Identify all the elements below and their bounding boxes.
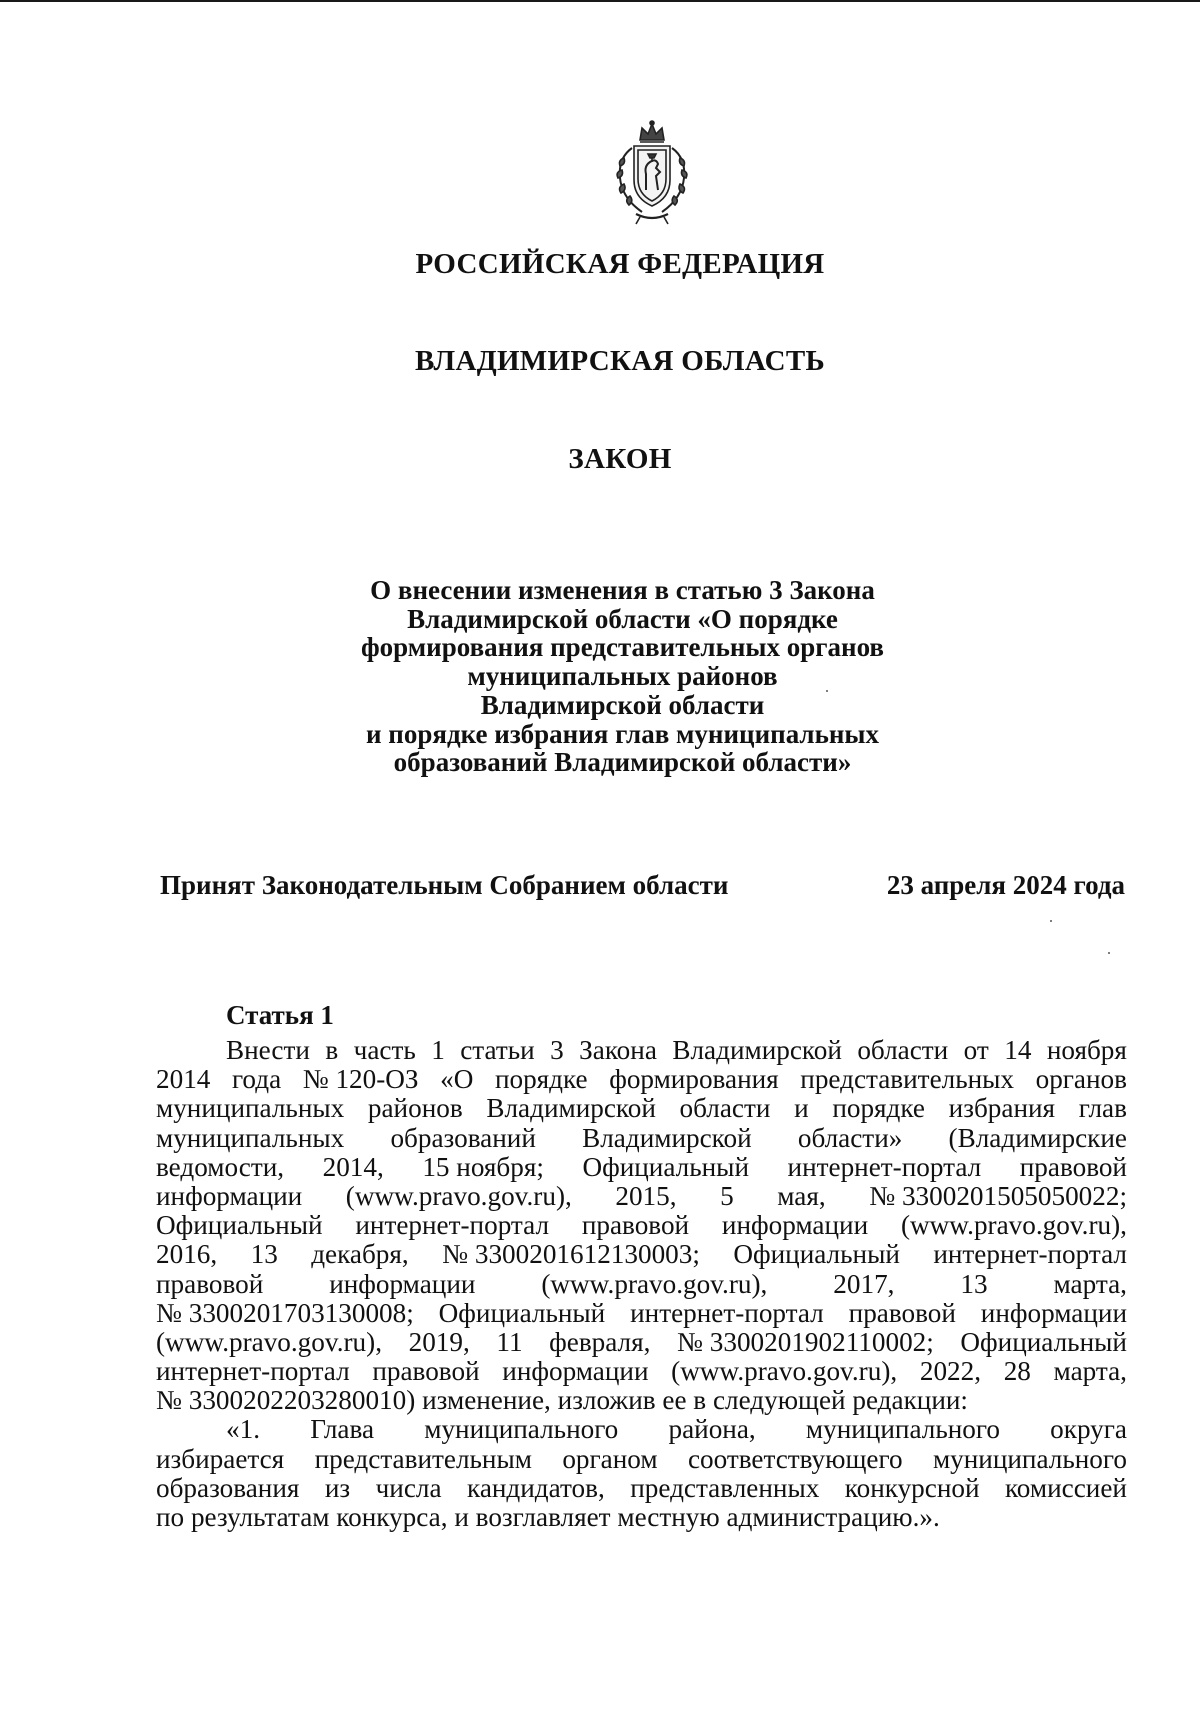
word: ноября — [1046, 1035, 1127, 1065]
word: района, — [668, 1414, 756, 1445]
word: (www.pravo.gov.ru), — [156, 1326, 382, 1357]
word: в — [325, 1035, 339, 1065]
word: 3 — [550, 1035, 564, 1065]
word: Официальный — [582, 1151, 749, 1182]
word: правовой — [581, 1210, 690, 1241]
scan-speck — [1108, 952, 1110, 954]
word: формирования — [609, 1064, 779, 1095]
word: статьи — [460, 1035, 535, 1065]
paragraph-line — [156, 1153, 1127, 1182]
paragraph-line — [156, 1474, 1127, 1503]
paragraph-line — [156, 1299, 1127, 1328]
word: Официальный — [438, 1297, 606, 1328]
adoption-date: 23 апреля 2024 года — [886, 870, 1125, 900]
word: правовой — [1019, 1151, 1127, 1182]
word: правовой — [848, 1297, 956, 1328]
paragraph-line — [156, 1415, 1127, 1444]
word: 2015, — [615, 1180, 677, 1211]
paragraph-line — [156, 1065, 1127, 1094]
word: избрания — [948, 1093, 1056, 1124]
word: и — [794, 1093, 809, 1124]
word: 14 — [1004, 1035, 1032, 1065]
word: числа — [375, 1472, 442, 1503]
word: № 3300201505050022; — [869, 1180, 1127, 1211]
word: информации — [502, 1356, 649, 1387]
word: № 3300201612130003; — [442, 1239, 700, 1270]
word: информации — [721, 1210, 869, 1241]
word: Закона — [579, 1035, 657, 1065]
word: порядке — [832, 1093, 925, 1124]
word: 28 — [1003, 1356, 1031, 1387]
word: Владимирской — [582, 1122, 752, 1153]
scan-speck — [826, 690, 828, 692]
word: 2019, — [408, 1326, 470, 1357]
word: Глава — [310, 1414, 375, 1445]
word: марта, — [1053, 1356, 1127, 1387]
paragraph-line — [156, 1357, 1127, 1386]
word: органом — [562, 1443, 658, 1474]
word: порядке — [494, 1064, 588, 1095]
paragraph-line — [156, 1036, 1127, 1065]
word: (www.pravo.gov.ru), — [345, 1180, 572, 1211]
word: из — [324, 1472, 351, 1503]
law-title-line: Владимирской области «О порядке — [407, 603, 838, 634]
word: «О — [440, 1064, 474, 1095]
paragraph-line — [156, 1445, 1127, 1474]
word: Внести — [226, 1035, 310, 1065]
word: Официальный — [156, 1210, 323, 1241]
article-title: Статья 1 — [226, 1000, 334, 1030]
paragraph-line — [156, 1211, 1127, 1240]
word: информации — [980, 1297, 1127, 1328]
word: муниципального — [424, 1414, 619, 1445]
scan-speck — [1050, 920, 1052, 922]
word: «1. — [226, 1414, 260, 1445]
word: 11 — [496, 1326, 523, 1357]
word: соответствующего — [687, 1443, 903, 1474]
paragraph-line — [156, 1270, 1127, 1299]
word: марта, — [1053, 1268, 1127, 1299]
word: конкурсной — [844, 1472, 980, 1503]
word: муниципальных — [156, 1122, 345, 1153]
word: № 3300201902110002; — [677, 1326, 934, 1357]
paragraph-line — [156, 1240, 1127, 1269]
word: 2014, — [322, 1151, 384, 1182]
law-title-line: О внесении изменения в статью 3 Закона — [370, 575, 875, 605]
word: интернет-портал — [630, 1297, 824, 1328]
paragraph-line — [156, 1124, 1127, 1153]
word: № 120-ОЗ — [302, 1064, 419, 1095]
word: интернет-портал — [933, 1239, 1127, 1270]
paragraph-line — [156, 1094, 1127, 1123]
word: 2022, — [919, 1356, 982, 1387]
word: 13 — [250, 1239, 278, 1270]
word: 13 — [960, 1268, 988, 1299]
word: 2016, — [156, 1239, 218, 1270]
word: правовой — [156, 1268, 264, 1299]
word: 5 — [720, 1180, 734, 1211]
word: 1 — [431, 1035, 445, 1065]
law-title-line: образований Владимирской области» — [393, 747, 852, 778]
region-heading: ВЛАДИМИРСКАЯ ОБЛАСТЬ — [415, 345, 825, 377]
word: февраля, — [549, 1326, 651, 1357]
word: образования — [156, 1472, 300, 1503]
document-type-heading: ЗАКОН — [568, 443, 672, 475]
word: Официальный — [733, 1239, 900, 1270]
word: Официальный — [960, 1326, 1127, 1357]
word: комиссией — [1004, 1472, 1127, 1503]
word: часть — [353, 1035, 416, 1065]
word: муниципальных — [156, 1093, 345, 1124]
word: информации — [156, 1180, 303, 1211]
scan-border — [0, 0, 1200, 2]
word: интернет-портал — [355, 1210, 550, 1241]
law-title-line: формирования представительных органов — [360, 632, 884, 663]
word: ведомости, — [156, 1151, 285, 1182]
word: области — [679, 1093, 771, 1124]
word: (www.pravo.gov.ru), — [671, 1356, 898, 1387]
word: представительных — [800, 1064, 1015, 1095]
word: 2017, — [833, 1268, 895, 1299]
word: глав — [1078, 1093, 1127, 1124]
word: года — [231, 1064, 282, 1095]
word: 2014 — [156, 1064, 211, 1095]
word: округа — [1050, 1414, 1127, 1445]
word: (Владимирские — [948, 1122, 1127, 1153]
word: № 3300201703130008; — [156, 1297, 414, 1328]
word: мая, — [777, 1180, 826, 1211]
word: № 3300202203280010) изменение, изложив ее в следующей редакции: — [156, 1385, 968, 1416]
word: Владимирской — [486, 1093, 656, 1124]
article-body — [156, 1036, 1127, 1532]
word: образований — [390, 1122, 536, 1153]
word: области» — [797, 1122, 903, 1153]
word: по результатам конкурса, и возглавляет местную администрацию.». — [156, 1502, 940, 1532]
word: от — [963, 1035, 989, 1065]
adopted-by: Принят Законодательным Собранием области — [160, 870, 729, 900]
word: муниципального — [805, 1414, 1000, 1445]
word: муниципального — [932, 1443, 1127, 1474]
word: районов — [367, 1093, 463, 1124]
paragraph-line — [156, 1328, 1127, 1357]
word: Владимирской — [672, 1035, 842, 1065]
law-title-line: и порядке избрания глав муниципальных — [366, 718, 879, 749]
word: представленных — [630, 1472, 820, 1503]
word: декабря, — [311, 1239, 409, 1270]
law-title — [300, 576, 945, 777]
paragraph-line — [156, 1503, 1127, 1532]
word: области — [857, 1035, 949, 1065]
word: правовой — [372, 1356, 480, 1387]
paragraph-line — [156, 1386, 1127, 1415]
law-title-line: муниципальных районов — [467, 661, 778, 692]
paragraph-line — [156, 1182, 1127, 1211]
word: интернет-портал — [156, 1356, 350, 1387]
word: кандидатов, — [467, 1472, 605, 1503]
word: органов — [1035, 1064, 1127, 1095]
word: избирается — [156, 1443, 285, 1474]
word: (www.pravo.gov.ru), — [900, 1210, 1127, 1241]
word: представительным — [314, 1443, 532, 1474]
country-heading: РОССИЙСКАЯ ФЕДЕРАЦИЯ — [415, 248, 825, 280]
word: (www.pravo.gov.ru), — [541, 1268, 768, 1299]
word: информации — [329, 1268, 476, 1299]
word: интернет-портал — [787, 1151, 982, 1182]
law-title-line: Владимирской области — [480, 689, 765, 720]
word: 15 ноября; — [422, 1151, 544, 1182]
coat-of-arms-icon — [596, 118, 708, 230]
